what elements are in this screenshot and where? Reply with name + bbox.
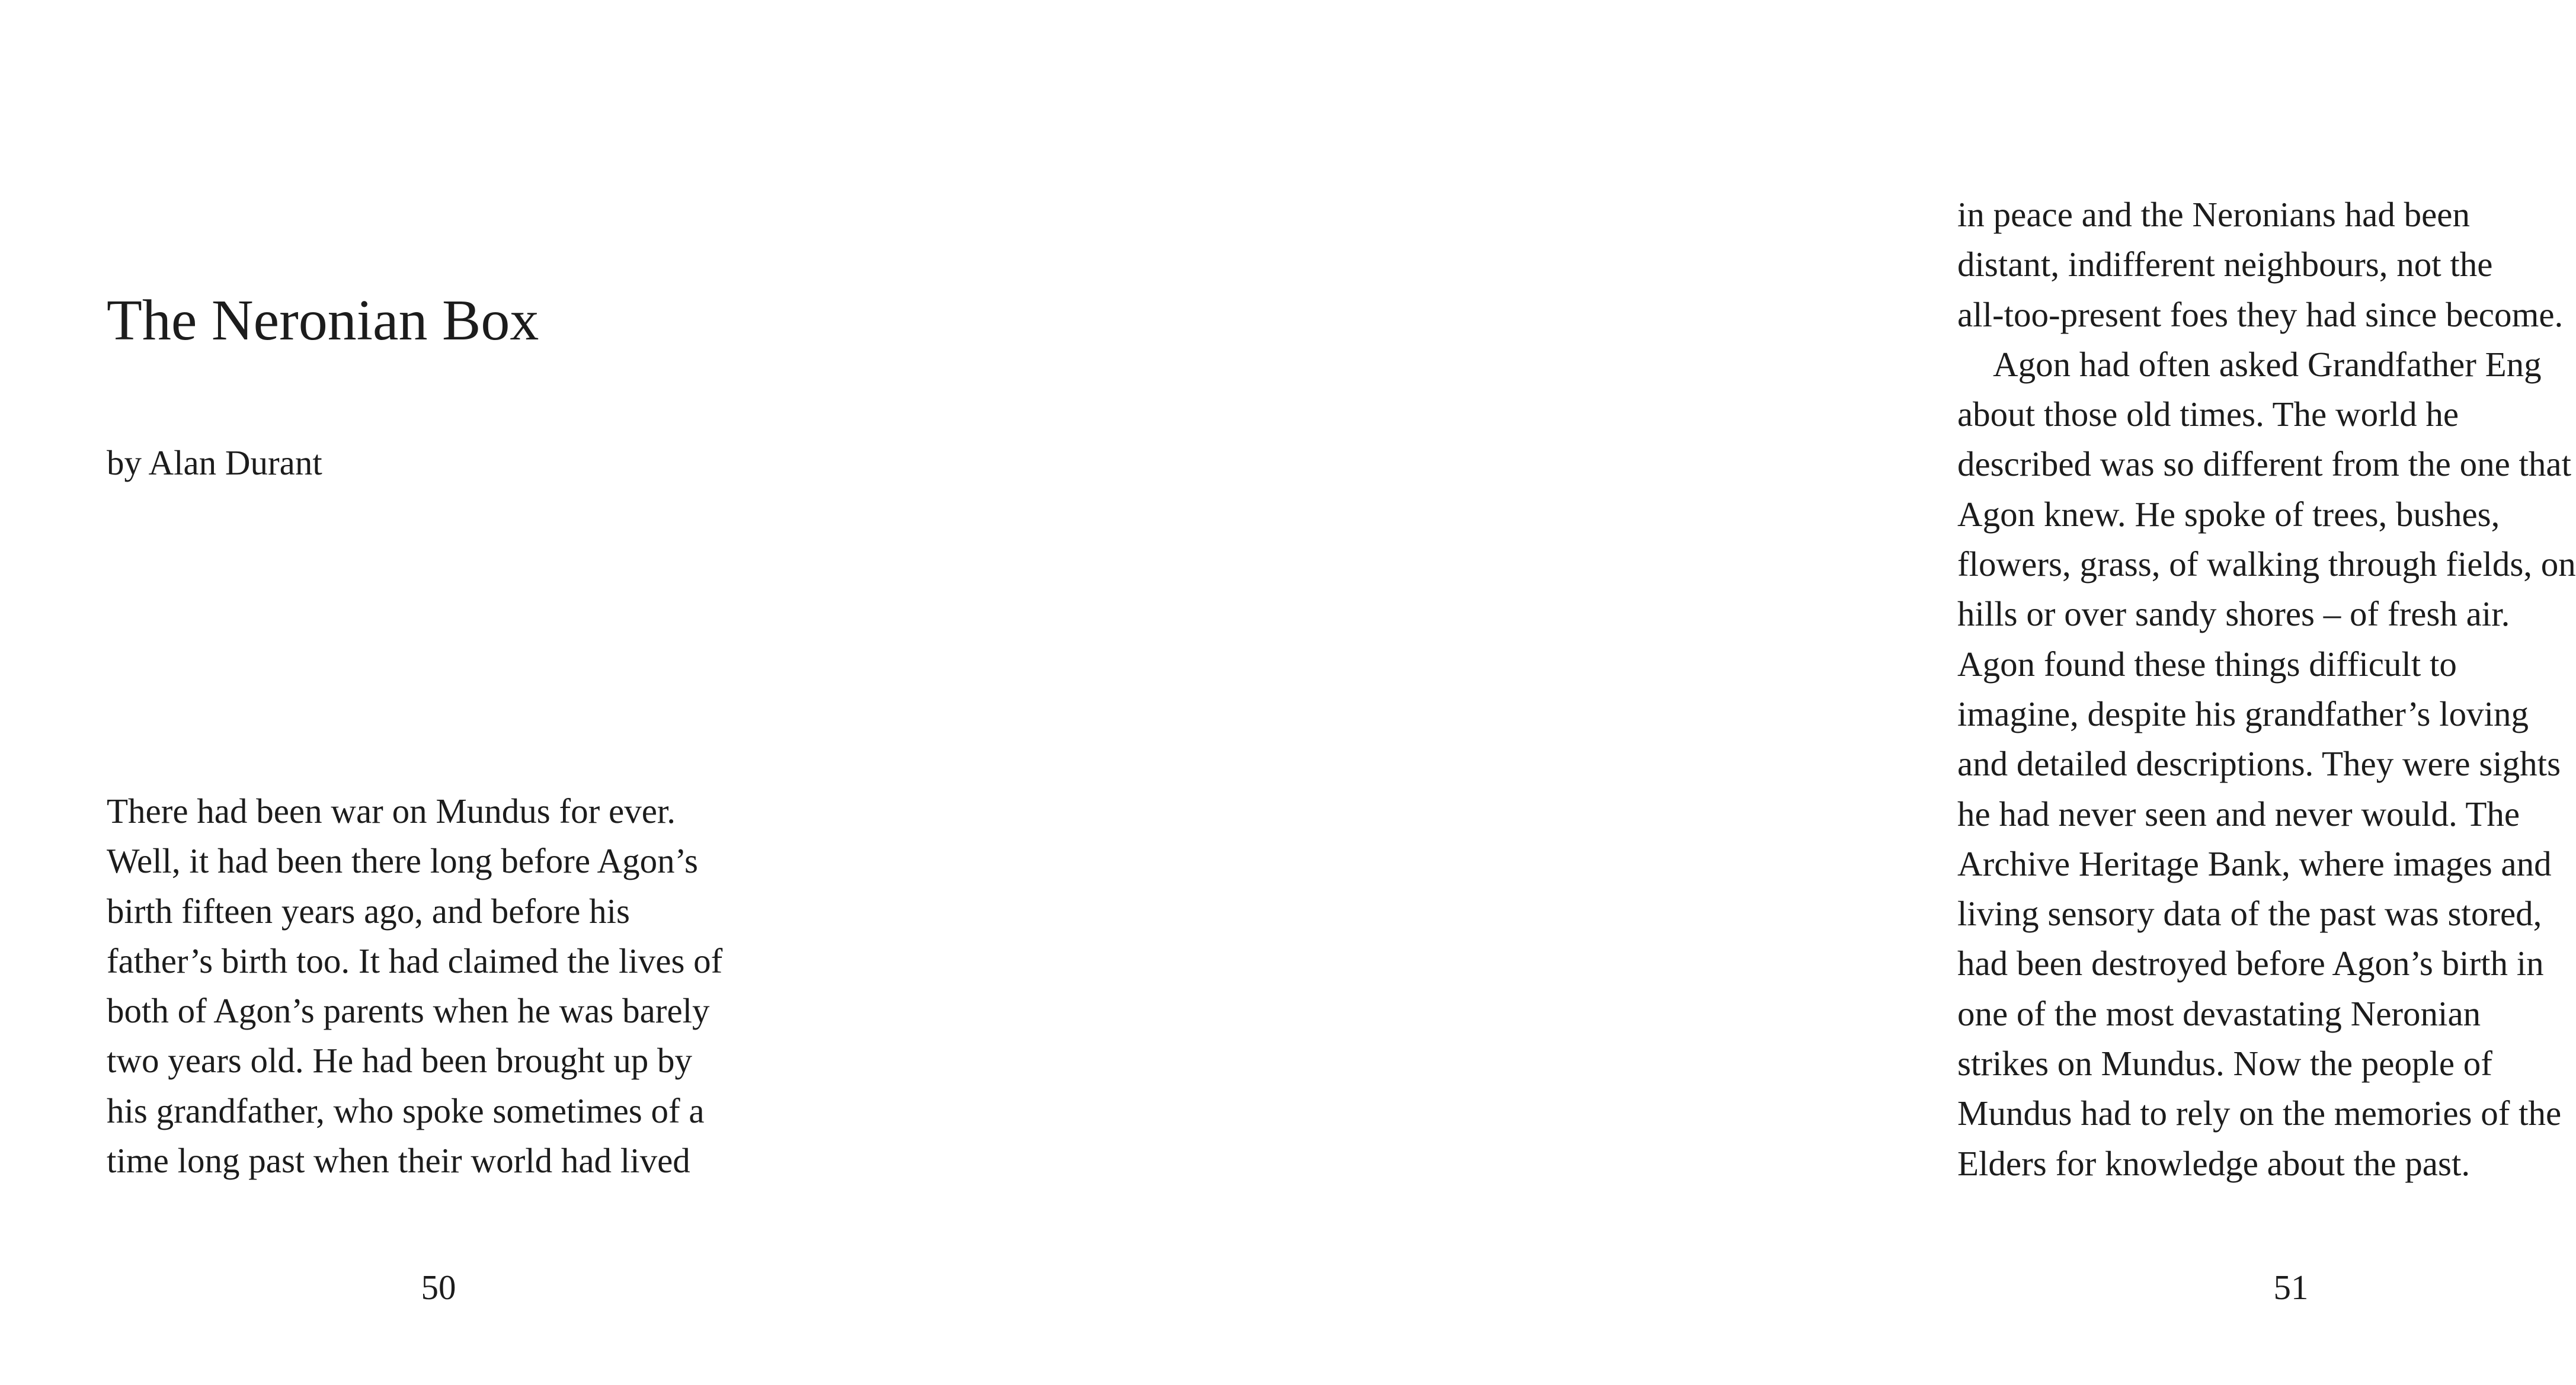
body-line: Mundus had to rely on the memories of the xyxy=(1957,1094,2562,1133)
body-line: all-too-present foes they had since become. xyxy=(1957,294,2564,334)
body-line: strikes on Mundus. Now the people of xyxy=(1957,1044,2492,1083)
body-line: he had never seen and never would. The xyxy=(1957,794,2520,833)
body-line: time long past when their world had lived xyxy=(107,1141,690,1181)
story-author: by Alan Durant xyxy=(107,443,322,482)
body-line: living sensory data of the past was stored, xyxy=(1957,894,2542,934)
story-title: The Neronian Box xyxy=(107,288,539,352)
left-body-text xyxy=(107,786,722,1185)
body-line: Archive Heritage Bank, where images and xyxy=(1957,844,2552,883)
body-line: Agon had often asked Grandfather Eng xyxy=(1993,344,2542,384)
body-line: both of Agon’s parents when he was barely xyxy=(107,991,710,1031)
body-line: There had been war on Mundus for ever. xyxy=(107,791,676,831)
body-line: Agon found these things difficult to xyxy=(1957,644,2457,684)
body-line: in peace and the Neronians had been xyxy=(1957,195,2470,234)
body-line: Elders for knowledge about the past. xyxy=(1957,1143,2471,1183)
page-number: 50 xyxy=(421,1268,456,1307)
right-body-text xyxy=(1957,190,2576,1188)
body-line: distant, indifferent neighbours, not the xyxy=(1957,245,2493,284)
body-line: flowers, grass, of walking through fields, on xyxy=(1957,544,2576,584)
body-line: two years old. He had been brought up by xyxy=(107,1041,693,1081)
body-line: birth fifteen years ago, and before his xyxy=(107,891,631,931)
body-line: father’s birth too. It had claimed the lives of xyxy=(107,941,723,980)
body-line: Well, it had been there long before Agon’s xyxy=(107,841,698,881)
body-line: had been destroyed before Agon’s birth in xyxy=(1957,944,2544,983)
body-line: Agon knew. He spoke of trees, bushes, xyxy=(1957,494,2500,534)
body-line: hills or over sandy shores – of fresh air. xyxy=(1957,594,2510,634)
body-line: imagine, despite his grandfather’s loving xyxy=(1957,694,2529,733)
page-number: 51 xyxy=(2273,1268,2309,1307)
body-line: described was so different from the one that xyxy=(1957,444,2571,484)
body-line: and detailed descriptions. They were sights xyxy=(1957,744,2561,784)
left-page xyxy=(0,0,903,1385)
body-line: about those old times. The world he xyxy=(1957,395,2459,434)
body-line: one of the most devastating Neronian xyxy=(1957,993,2481,1033)
body-line: his grandfather, who spoke sometimes of a xyxy=(107,1091,705,1130)
right-page xyxy=(903,0,2576,1385)
